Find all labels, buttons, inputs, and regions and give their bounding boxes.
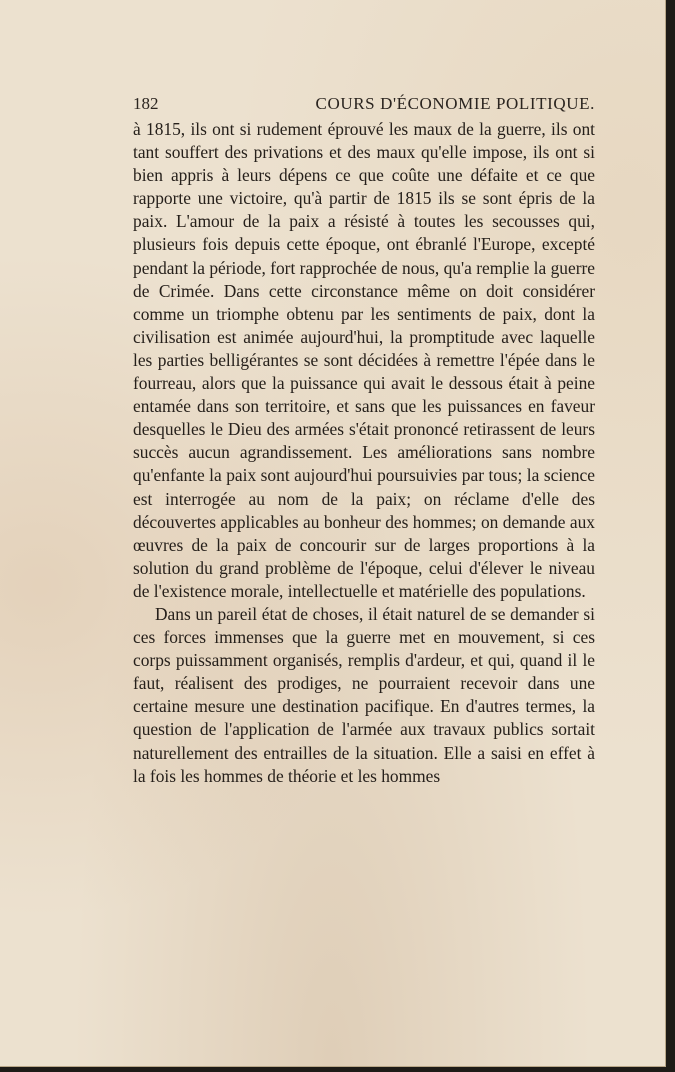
- body-text: [133, 118, 595, 788]
- paragraph-continued: à 1815, ils ont si rudement éprouvé les maux de la guerre, ils ont tant souffert des privations et des maux qu'elle impose, ils ont si bien appris à leurs dépens ce que coûte une défaite et ce que rapporte une victoire, qu'à partir de 1815 ils se sont épris de la paix. L'amour de la paix a résisté à toutes les secousses qui, plusieurs fois depuis cette époque, ont ébranlé l'Europe, excepté pendant la période, fort rapprochée de nous, qu'a remplie la guerre de Crimée. Dans cette circonstance même on doit considérer comme un triomphe obtenu par les sentiments de paix, dont la civilisation est animée aujourd'hui, la promptitude avec laquelle les parties belligérantes se sont décidées à remettre l'épée dans le fourreau, alors que la puissance qui avait le dessous était à peine entamée dans son territoire, et sans que les puissances en faveur desquelles le Dieu des armées s'était prononcé retirassent de leurs succès aucun agrandissement. Les améliorations sans nombre qu'enfante la paix sont aujourd'hui poursuivies par tous; la science est interrogée au nom de la paix; on réclame d'elle des découvertes applicables au bonheur des hommes; on demande aux œuvres de la paix de concourir sur de larges proportions à la solution du grand problème de l'époque, celui d'élever le niveau de l'existence morale, intellectuelle et matérielle des populations.: [133, 119, 595, 601]
- page-header: [133, 94, 595, 118]
- page-number: 182: [133, 94, 159, 113]
- paragraph: Dans un pareil état de choses, il était naturel de se demander si ces forces immenses que la guerre met en mouvement, si ces corps puissamment organisés, remplis d'ardeur, et qui, quand il le faut, réalisent des prodiges, ne pourraient recevoir dans une certaine mesure une destination pacifique. En d'autres termes, la question de l'application de l'armée aux travaux publics sortait naturellement des entrailles de la situation. Elle a saisi en effet à la fois les hommes de théorie et les hommes: [133, 603, 595, 786]
- running-head: COURS D'ÉCONOMIE POLITIQUE.: [315, 94, 595, 113]
